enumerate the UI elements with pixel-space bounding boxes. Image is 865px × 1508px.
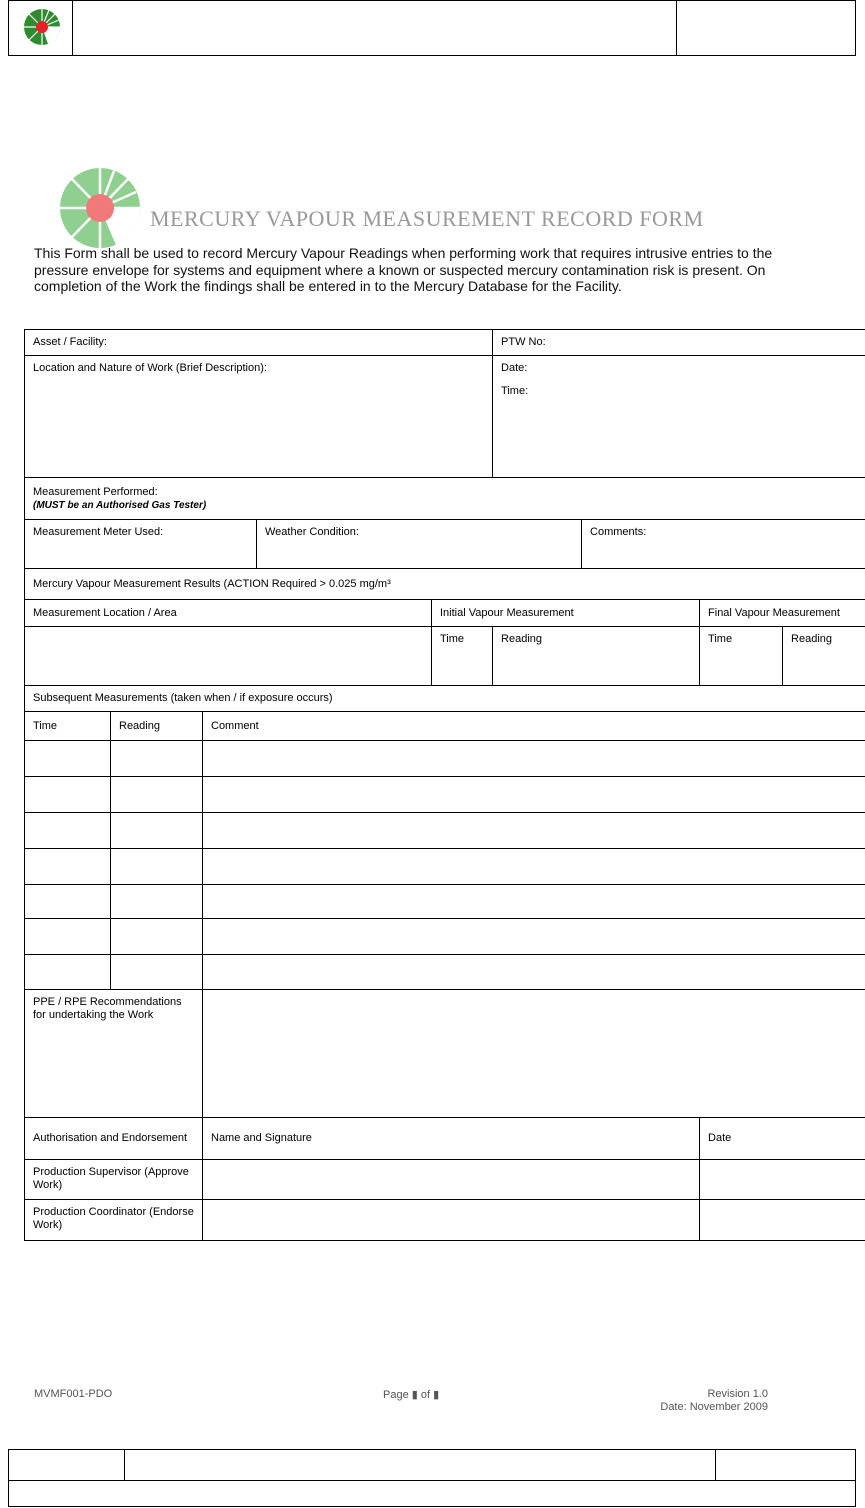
location-area-cell[interactable]: [25, 627, 432, 686]
sub-time-header: Time: [25, 712, 111, 741]
production-coordinator-label: Production Coordinator (Endorse Work): [25, 1200, 203, 1241]
supervisor-date-field[interactable]: [700, 1160, 865, 1200]
ppe-rpe-field[interactable]: [203, 990, 865, 1118]
table-row: [25, 741, 865, 777]
sub-reading-cell[interactable]: [111, 849, 203, 885]
form-intro-text: This Form shall be used to record Mercury Vapour Readings when performing work that requires intrusive entries to the pressure envelope for systems and equipment where a known or suspected mercury contamination risk is present. On completion of the Work the findings shall be entered in to the Mercury Database for the Facility.: [34, 245, 773, 294]
date-time-field[interactable]: [493, 356, 865, 478]
date-label: Date:: [501, 362, 528, 374]
final-time-cell[interactable]: Time: [700, 627, 783, 686]
sub-comment-cell[interactable]: [203, 813, 865, 849]
name-signature-header: Name and Signature: [203, 1118, 700, 1160]
meter-used-field[interactable]: Measurement Meter Used:: [25, 520, 257, 569]
gas-tester-note: (MUST be an Authorised Gas Tester): [33, 499, 207, 511]
sub-comment-header: Comment: [203, 712, 865, 741]
sub-comment-cell[interactable]: [203, 741, 865, 777]
supervisor-signature-field[interactable]: [203, 1160, 700, 1200]
location-area-header: Measurement Location / Area: [25, 600, 432, 627]
footer-divider: [715, 1450, 716, 1480]
sub-comment-cell[interactable]: [203, 885, 865, 919]
location-nature-field[interactable]: Location and Nature of Work (Brief Description):: [25, 356, 493, 478]
sub-time-cell[interactable]: [25, 919, 111, 955]
sub-reading-cell[interactable]: [111, 919, 203, 955]
table-row: [25, 885, 865, 919]
revision-date: Date: November 2009: [660, 1401, 768, 1413]
sub-reading-cell[interactable]: [111, 777, 203, 813]
sub-time-cell[interactable]: [25, 955, 111, 990]
subsequent-header: Subsequent Measurements (taken when / if exposure occurs): [25, 686, 865, 712]
company-logo-icon: [22, 7, 62, 47]
final-measurement-header: Final Vapour Measurement: [700, 600, 865, 627]
sub-time-cell[interactable]: [25, 777, 111, 813]
sub-reading-cell[interactable]: [111, 885, 203, 919]
form-title: MERCURY VAPOUR MEASUREMENT RECORD FORM: [150, 206, 704, 231]
form-logo-icon: [58, 166, 153, 251]
sub-comment-cell[interactable]: [203, 849, 865, 885]
table-row: [25, 919, 865, 955]
page-number: Page ▮ of ▮: [383, 1389, 440, 1401]
table-row: [25, 955, 865, 990]
footer-divider: [124, 1450, 125, 1480]
asset-facility-field[interactable]: Asset / Facility:: [25, 330, 493, 356]
coordinator-signature-field[interactable]: [203, 1200, 700, 1241]
sub-reading-cell[interactable]: [111, 741, 203, 777]
revision-number: Revision 1.0: [707, 1388, 768, 1400]
final-reading-cell[interactable]: Reading: [783, 627, 865, 686]
sub-time-cell[interactable]: [25, 813, 111, 849]
ptw-number-field[interactable]: PTW No:: [493, 330, 865, 356]
table-row: [25, 777, 865, 813]
time-label: Time:: [501, 385, 529, 397]
initial-measurement-header: Initial Vapour Measurement: [432, 600, 700, 627]
sub-time-cell[interactable]: [25, 741, 111, 777]
sub-comment-cell[interactable]: [203, 919, 865, 955]
table-row: [25, 813, 865, 849]
page-footer-table: [8, 1449, 856, 1507]
production-supervisor-label: Production Supervisor (Approve Work): [25, 1160, 203, 1200]
sub-reading-cell[interactable]: [111, 813, 203, 849]
results-header: Mercury Vapour Measurement Results (ACTION Required > 0.025 mg/m³: [25, 569, 865, 600]
table-row: [25, 849, 865, 885]
sub-time-cell[interactable]: [25, 849, 111, 885]
sub-time-cell[interactable]: [25, 885, 111, 919]
initial-time-cell[interactable]: Time: [432, 627, 493, 686]
auth-date-header: Date: [700, 1118, 865, 1160]
measurement-performed-label: Measurement Performed:: [33, 485, 158, 498]
authorisation-label: Authorisation and Endorsement: [25, 1118, 203, 1160]
header-logo-cell: [9, 1, 73, 55]
coordinator-date-field[interactable]: [700, 1200, 865, 1241]
sub-comment-cell[interactable]: [203, 955, 865, 990]
sub-comment-cell[interactable]: [203, 777, 865, 813]
page-header-table: [8, 0, 856, 56]
sub-reading-cell[interactable]: [111, 955, 203, 990]
comments-field[interactable]: Comments:: [582, 520, 865, 569]
sub-reading-header: Reading: [111, 712, 203, 741]
header-divider: [676, 1, 677, 55]
footer-row: [9, 1450, 855, 1481]
weather-condition-field[interactable]: Weather Condition:: [257, 520, 582, 569]
revision-info: [600, 1388, 768, 1414]
initial-reading-cell[interactable]: Reading: [493, 627, 700, 686]
measurement-performed-field[interactable]: [25, 478, 865, 520]
ppe-rpe-label: PPE / RPE Recommendations for undertaking the Work: [25, 990, 203, 1118]
document-code: MVMF001-PDO: [34, 1388, 113, 1400]
measurement-form-table: [24, 329, 865, 1241]
